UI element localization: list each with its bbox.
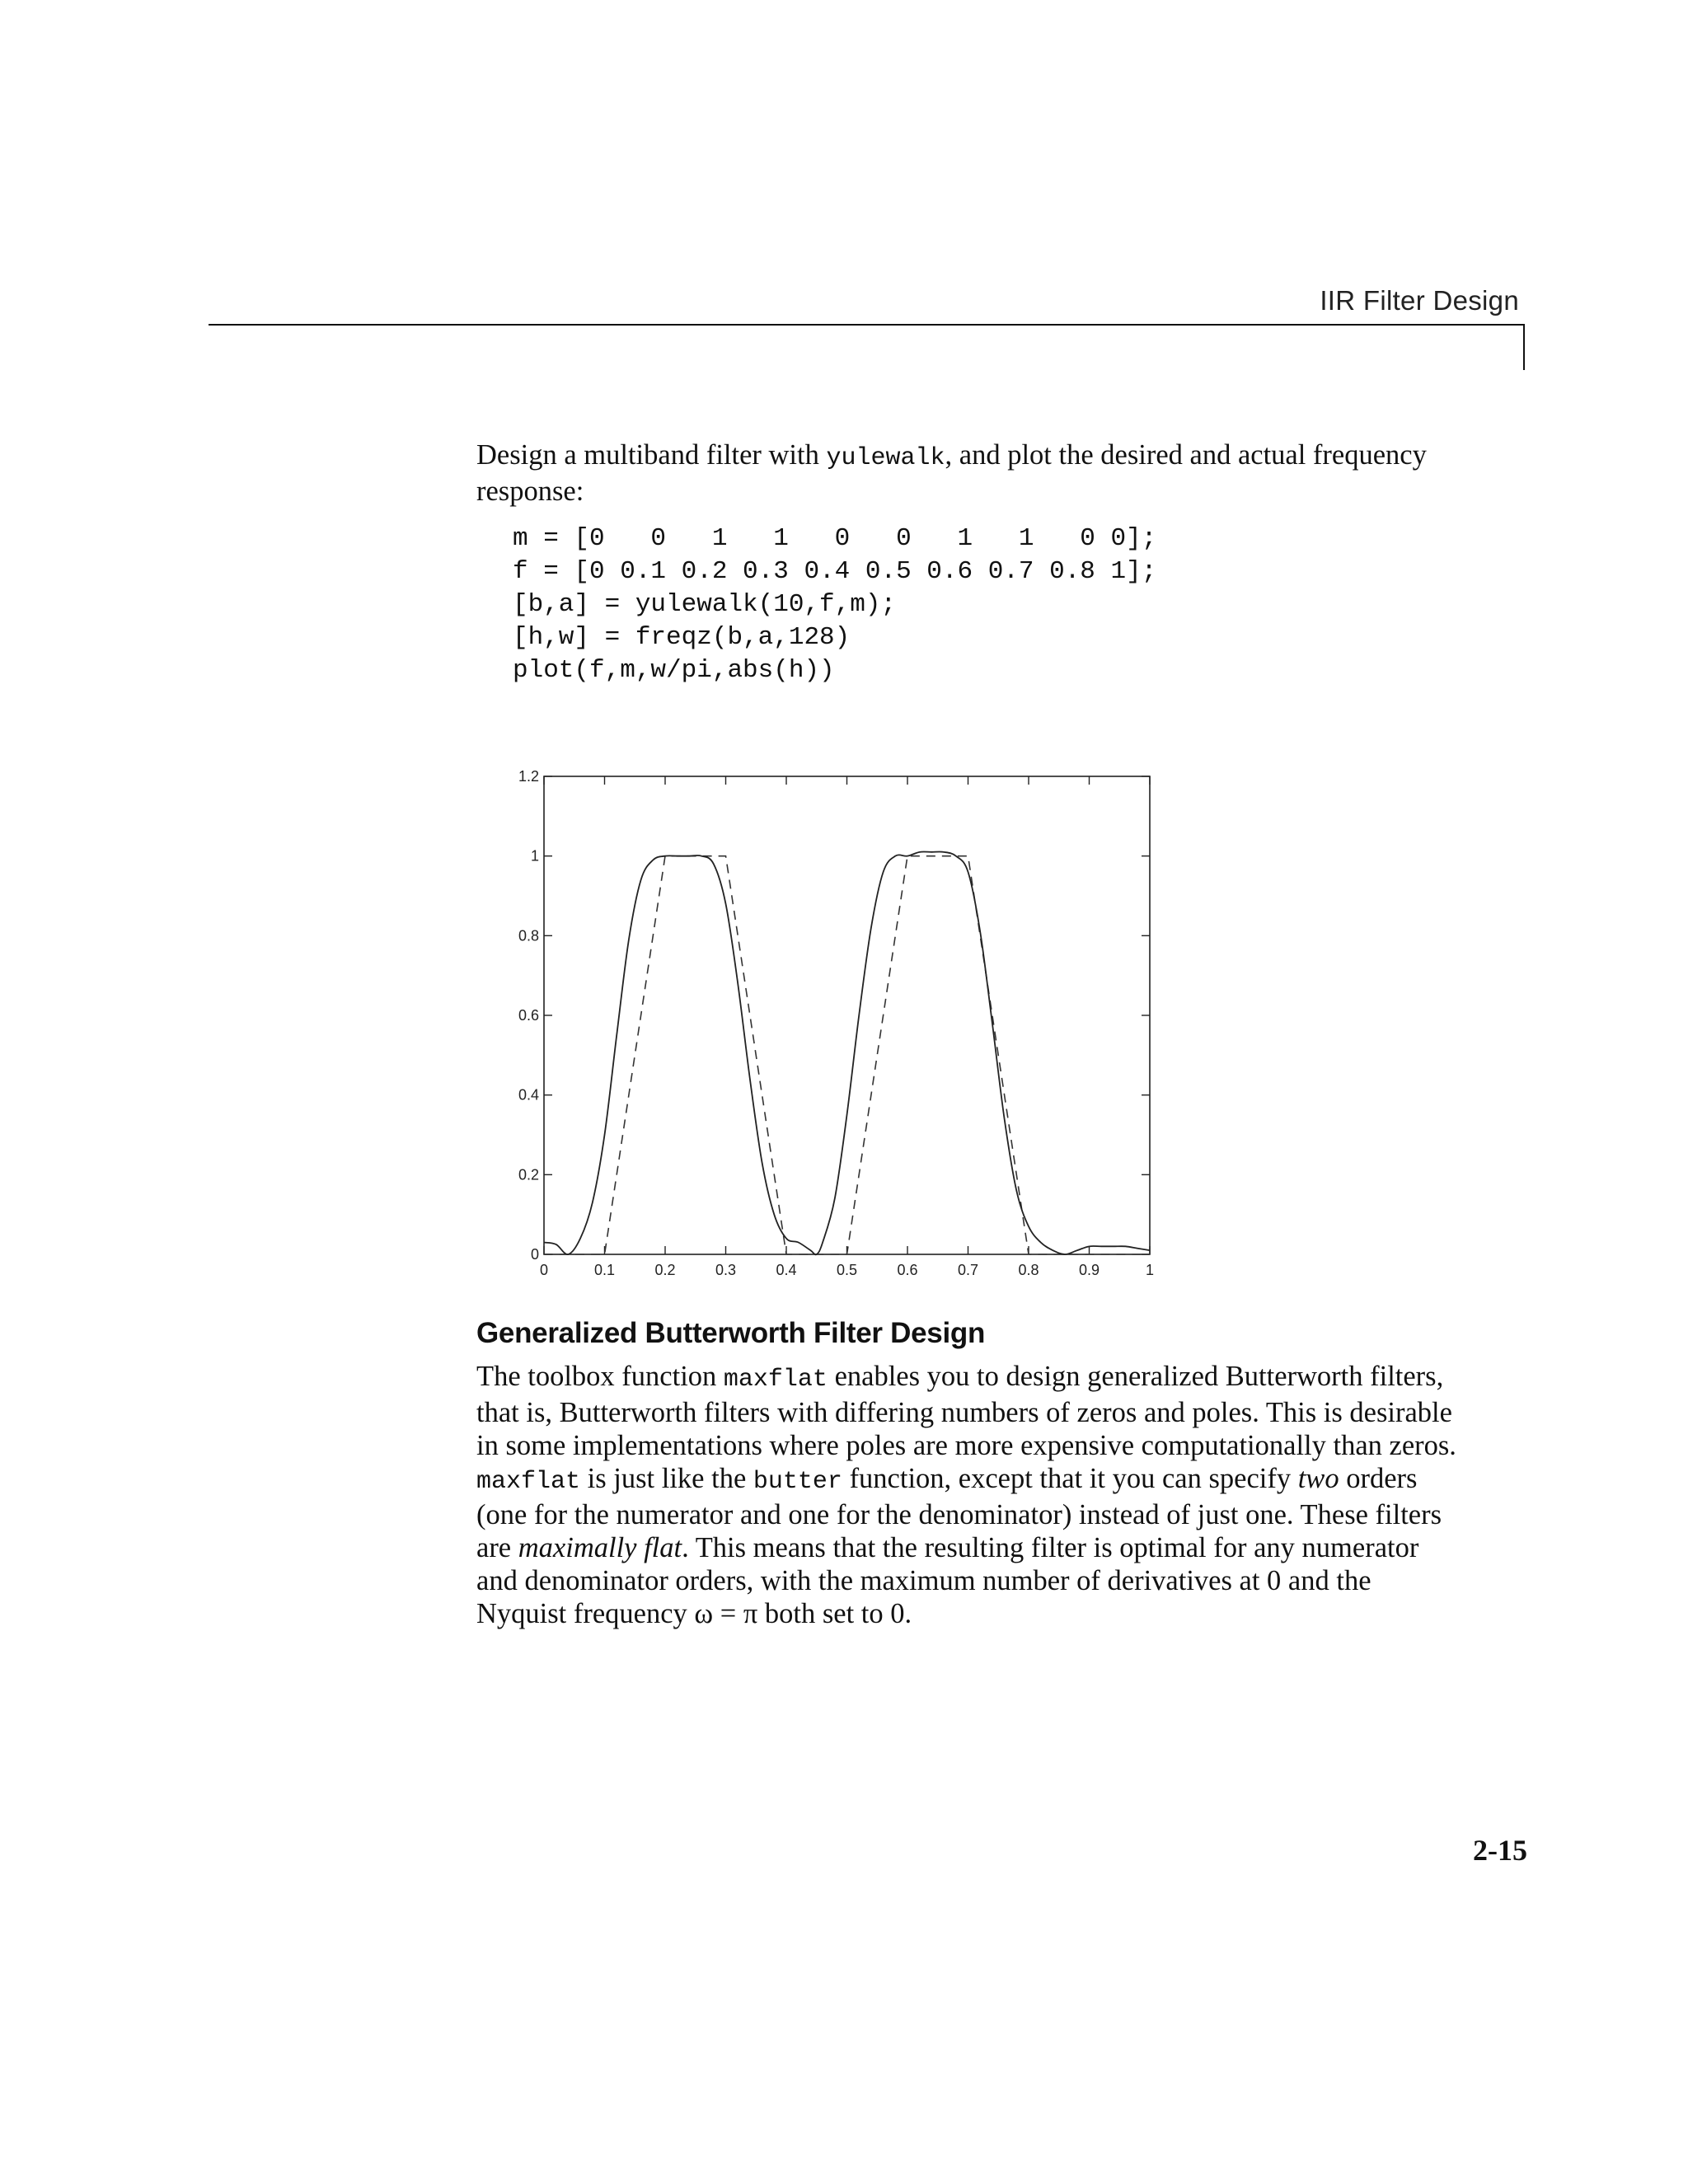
plot-frame — [544, 776, 1150, 1254]
code-line: [h,w] = freqz(b,a,128) — [513, 623, 851, 652]
page-number: 2-15 — [1473, 1834, 1527, 1867]
section-paragraph — [476, 1360, 1465, 1630]
intro-inline-code: yulewalk — [826, 444, 945, 472]
y-tick-label: 1 — [530, 847, 539, 865]
x-tick-label: 0.9 — [1078, 1262, 1100, 1278]
code-line: m = [0 0 1 1 0 0 1 1 0 0]; — [513, 524, 1157, 553]
x-tick-label: 1 — [1145, 1262, 1155, 1278]
header-rule — [209, 324, 1525, 326]
y-tick-label: 0.8 — [518, 927, 539, 944]
y-tick-label: 0.6 — [518, 1007, 539, 1024]
intro-text-start: Design a multiband filter with — [476, 439, 827, 471]
para-inline-code: maxflat — [476, 1468, 581, 1496]
code-line: [b,a] = yulewalk(10,f,m); — [513, 590, 897, 619]
para-text: The toolbox function — [476, 1361, 724, 1392]
para-text: function, except that it you can specify — [842, 1463, 1298, 1494]
frequency-response-figure — [495, 766, 1170, 1286]
para-text: is just like the — [580, 1463, 753, 1494]
para-inline-code: butter — [753, 1468, 842, 1496]
x-tick-label: 0.2 — [654, 1262, 676, 1278]
x-tick-label: 0.6 — [897, 1262, 918, 1278]
intro-text-end: , and plot the desired and actual frequency response: — [476, 439, 1427, 507]
x-tick-label: 0 — [539, 1262, 549, 1278]
y-tick-label: 0.4 — [518, 1086, 539, 1104]
code-line: f = [0 0.1 0.2 0.3 0.4 0.5 0.6 0.7 0.8 1]; — [513, 557, 1157, 586]
x-tick-label: 0.7 — [957, 1262, 979, 1278]
para-text: orders (one for the numerator and one for the denominator) instead of just one. These filters are — [476, 1463, 1442, 1563]
intro-paragraph — [476, 438, 1465, 508]
y-tick-label: 1.2 — [518, 768, 539, 785]
code-line: plot(f,m,w/pi,abs(h)) — [513, 656, 835, 685]
para-text: . This means that the resulting filter is optimal for any numerator and denominator orders, with the maximum number of derivatives at 0 and the Nyquist frequency ω = π both set to 0. — [476, 1532, 1419, 1629]
x-tick-label: 0.1 — [593, 1262, 616, 1278]
actual-response-line — [544, 851, 1150, 1254]
para-text: enables you to design generalized Butterworth filters, that is, Butterworth filters with differing numbers of zeros and poles. This is desirable in some implementations where poles are more expensive computationally than zeros. — [476, 1361, 1456, 1461]
x-tick-label: 0.5 — [836, 1262, 858, 1278]
code-block — [513, 523, 1156, 687]
x-tick-label: 0.8 — [1018, 1262, 1039, 1278]
header-title: IIR Filter Design — [1320, 285, 1519, 316]
frequency-response-chart — [495, 766, 1170, 1286]
para-emphasis: maximally flat — [518, 1532, 682, 1563]
para-emphasis: two — [1297, 1463, 1339, 1494]
y-tick-label: 0.2 — [518, 1166, 539, 1183]
para-inline-code: maxflat — [723, 1366, 828, 1394]
header-corner-tick — [1523, 324, 1525, 370]
x-tick-label: 0.3 — [715, 1262, 737, 1278]
desired-response-line — [544, 856, 1150, 1254]
y-tick-label: 0 — [530, 1246, 539, 1263]
x-tick-label: 0.4 — [776, 1262, 797, 1278]
section-heading: Generalized Butterworth Filter Design — [476, 1317, 986, 1349]
